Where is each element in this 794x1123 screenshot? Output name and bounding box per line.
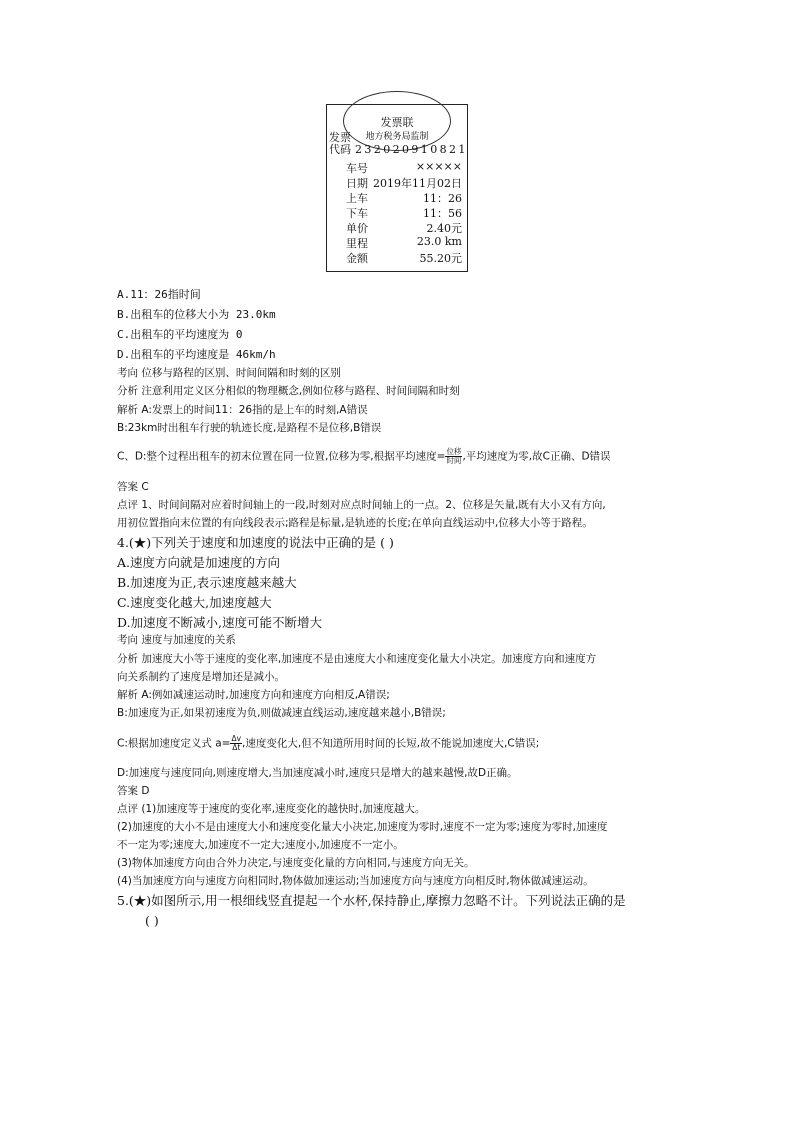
invoice-row: 上车 11：26	[346, 192, 462, 205]
dianping: 点评 1、时间间隔对应着时间轴上的一段,时刻对应点时间轴上的一点。2、位移是矢量,既有大小又有方向,	[117, 499, 606, 511]
option-d: D.加速度不断减小,速度可能不断增大	[117, 615, 323, 630]
option-b: B.出租车的位移大小为 23.0km	[117, 308, 276, 321]
invoice-code-label: 发票代码	[329, 131, 351, 156]
question-4-stem: 4.(★)下列关于速度和加速度的说法中正确的是 ( )	[117, 535, 394, 550]
option-a: A.速度方向就是加速度的方向	[117, 555, 281, 570]
dianping-2-cont: 不一定为零;速度大,加速度不一定大;速度小,加速度不一定小。	[117, 839, 404, 851]
invoice-stamp	[343, 91, 451, 151]
jiexi: 解析 A:例如减速运动时,加速度方向和速度方向相反,A错误;	[117, 689, 390, 701]
answer: 答案 D	[117, 785, 150, 797]
dianping-4: (4)当加速度方向与速度方向相同时,物体做加速运动;当加速度方向与速度方向相反时,物体做减速运动。	[117, 875, 594, 887]
dianping-cont: 用初位置指向末位置的有向线段表示;路程是标量,是轨迹的长度;在单向直线运动中,位移大小等于路程。	[117, 517, 593, 529]
option-a: A.11：26指时间	[117, 288, 201, 301]
fraction: $\frac{\Delta v}{\Delta t}$	[231, 734, 242, 752]
invoice-row: 日期 2019年11月02日	[346, 177, 462, 190]
kaoxiang: 考向 速度与加速度的关系	[117, 634, 236, 646]
invoice-row: 金额 55.20元	[346, 252, 462, 265]
answer: 答案 C	[117, 481, 149, 493]
dianping-3: (3)物体加速度方向由合外力决定,与速度变化量的方向相同,与速度方向无关。	[117, 857, 475, 869]
question-5-stem: 5.(★)如图所示,用一根细线竖直提起一个水杯,保持静止,摩擦力忽略不计。下列说法正确的是	[117, 893, 626, 908]
jiexi-d: D:加速度与速度同向,则速度增大,当加速度减小时,速度只是增大的越来越慢,故D正确。	[117, 767, 518, 779]
fenxi: 分析 加速度大小等于速度的变化率,加速度不是由速度大小和速度变化量大小决定。加速度方向和速度方	[117, 653, 597, 665]
option-b: B.加速度为正,表示速度越来越大	[117, 575, 297, 590]
invoice-row: 下车 11：56	[346, 207, 462, 220]
fenxi: 分析 注意利用定义区分相似的物理概念,例如位移与路程、时间间隔和时刻	[117, 385, 460, 397]
fenxi-cont: 向关系制约了速度是增加还是减小。	[117, 671, 285, 683]
invoice-row: 里程 23.0 km	[346, 235, 462, 250]
option-c: C.出租车的平均速度为 0	[117, 328, 243, 341]
invoice-row: 单价 2.40元	[346, 222, 462, 235]
jiexi-cd: C、D:整个过程出租车的初末位置在同一位置,位移为零,根据平均速度= $\frac{\text{位移}}{\text{时间}}$ ,平均速度为零,故C正确、D错误	[117, 447, 611, 465]
jiexi: 解析 A:发票上的时间11：26指的是上车的时刻,A错误	[117, 404, 368, 416]
option-d: D.出租车的平均速度是 46km/h	[117, 348, 276, 361]
jiexi-b: B:23km时出租车行驶的轨迹长度,是路程不是位移,B错误	[117, 422, 382, 434]
jiexi-c: C:根据加速度定义式 a= $\frac{\Delta v}{\Delta t}$ ,速度变化大,但不知道所用时间的长短,故不能说加速度大,C错误;	[117, 734, 540, 752]
stamp-title: 发票联	[380, 116, 414, 129]
dianping: 点评 (1)加速度等于速度的变化率,速度变化的越快时,加速度越大。	[117, 803, 426, 815]
jiexi-b: B:加速度为正,如果初速度为负,则做减速直线运动,速度越来越小,B错误;	[117, 707, 446, 719]
fraction: $\frac{\text{位移}}{\text{时间}}$	[446, 447, 462, 465]
invoice-row: 车号 ×××××	[346, 160, 462, 175]
answer-paren: ( )	[145, 913, 159, 928]
kaoxiang: 考向 位移与路程的区别、时间间隔和时刻的区别	[117, 367, 341, 379]
taxi-invoice	[326, 104, 468, 272]
invoice-code-value: 232020910821	[355, 143, 468, 156]
stamp-subtitle: 地方税务局监制	[365, 132, 429, 142]
option-c: C.速度变化越大,加速度越大	[117, 595, 272, 610]
dianping-2: (2)加速度的大小不是由速度大小和速度变化量大小决定,加速度为零时,速度不一定为零;速度为零时,加速度	[117, 821, 608, 833]
